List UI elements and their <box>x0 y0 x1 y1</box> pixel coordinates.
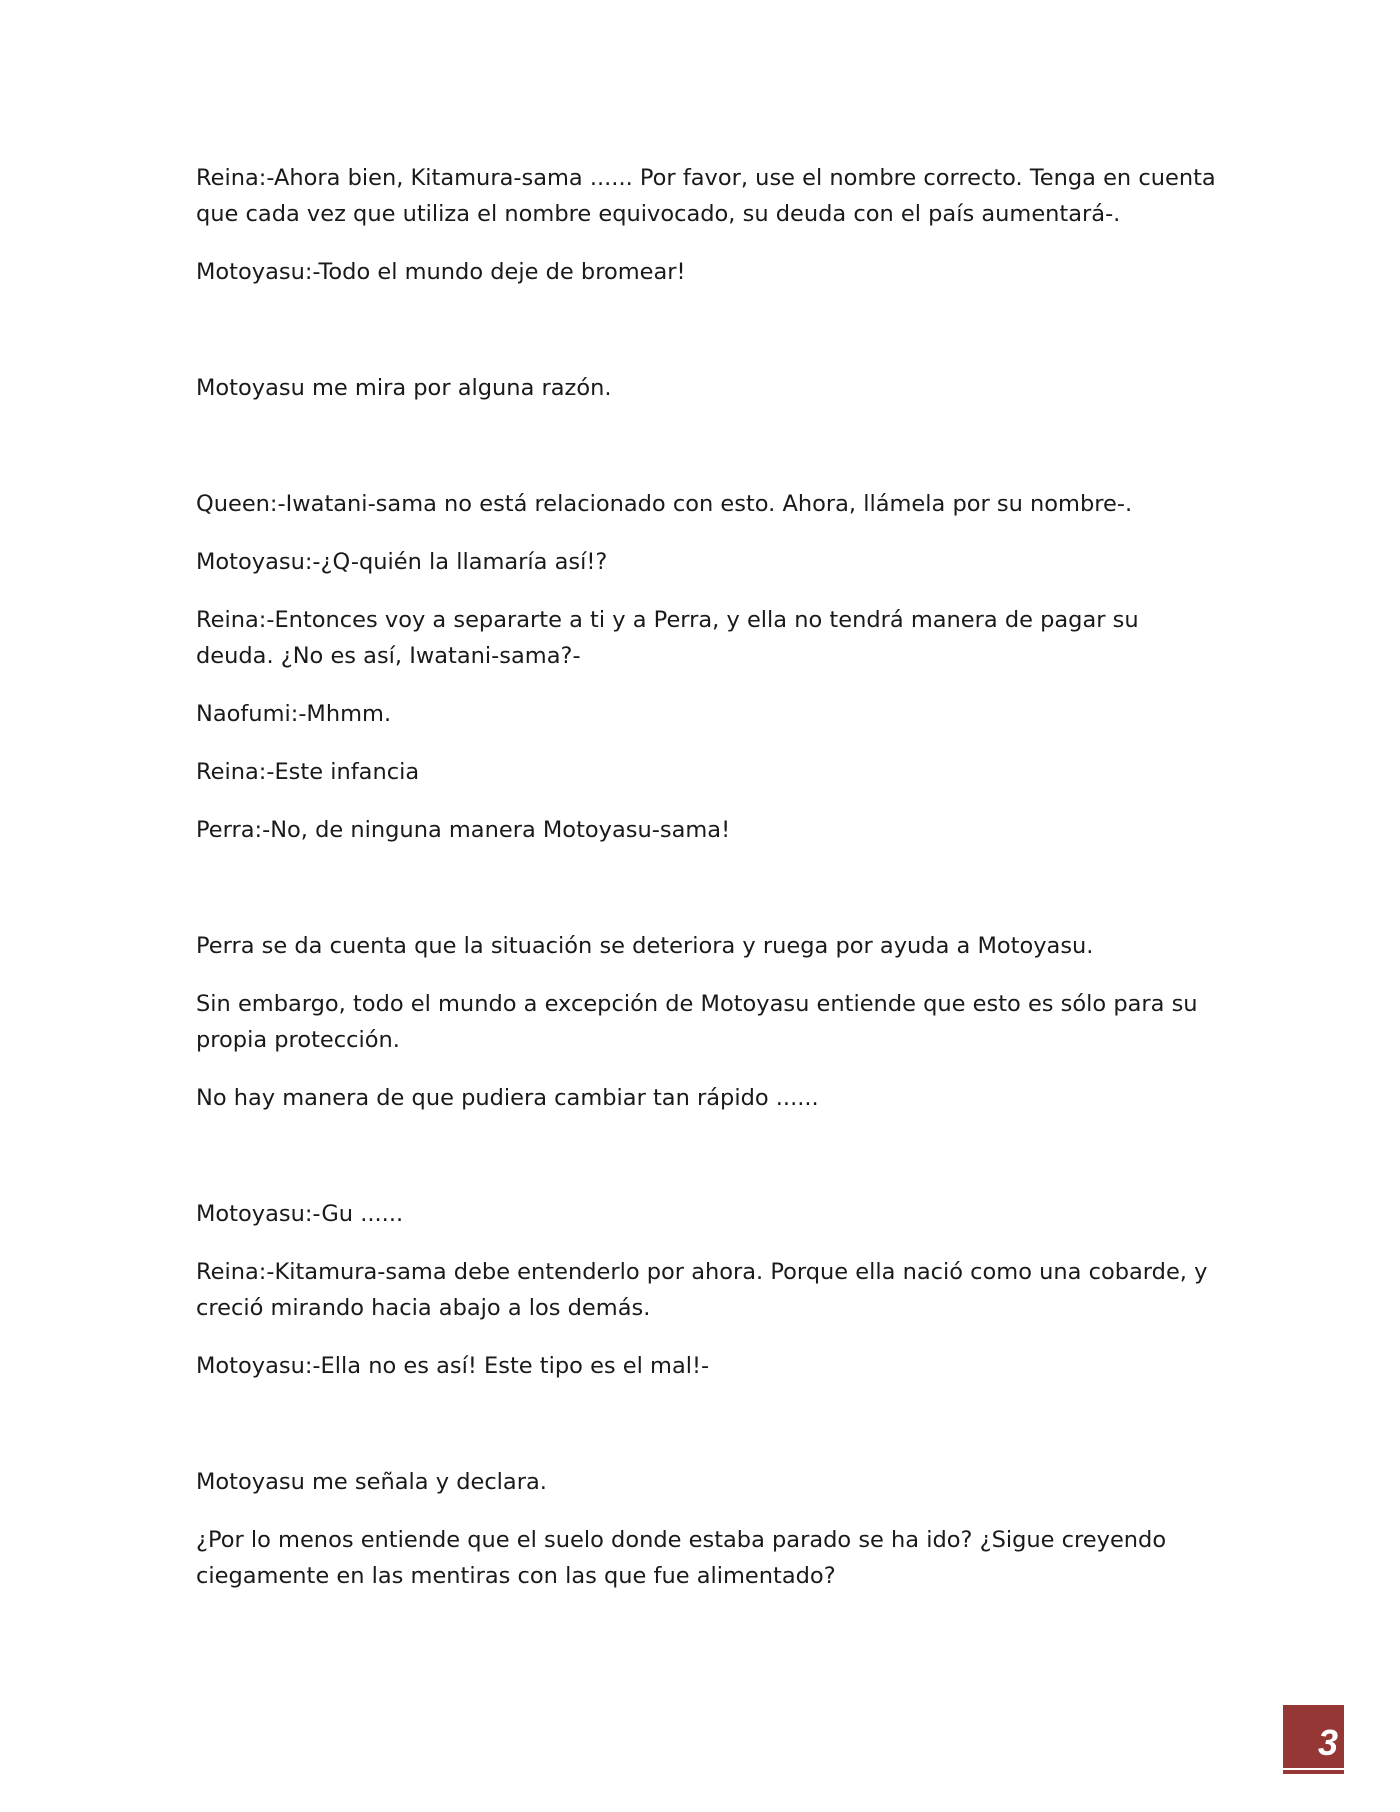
paragraph: Reina:-Este infancia <box>196 759 420 785</box>
paragraph: Motoyasu:-Gu ...... <box>196 1201 404 1227</box>
paragraph: Perra se da cuenta que la situación se deteriora y ruega por ayuda a Motoyasu. <box>196 933 1094 959</box>
paragraph: Perra:-No, de ninguna manera Motoyasu-sama! <box>196 817 731 843</box>
paragraph: Naofumi:-Mhmm. <box>196 701 392 727</box>
page-number: 3 <box>1317 1722 1338 1763</box>
page-number-underline <box>1283 1770 1344 1774</box>
document-body <box>196 160 1216 1594</box>
paragraph: Motoyasu me mira por alguna razón. <box>196 375 612 401</box>
paragraph: Reina:-Entonces voy a separarte a ti y a Perra, y ella no tendrá manera de pagar su deuda. ¿No es así, Iwatani-sama?- <box>196 607 1139 669</box>
paragraph: Motoyasu:-¿Q-quién la llamaría así!? <box>196 549 608 575</box>
paragraph: Reina:-Ahora bien, Kitamura-sama ...... Por favor, use el nombre correcto. Tenga en cuenta que cada vez que utiliza el nombre equivocado, su deuda con el país aumentará-. <box>196 165 1216 227</box>
paragraph: Sin embargo, todo el mundo a excepción de Motoyasu entiende que esto es sólo para su propia protección. <box>196 991 1198 1053</box>
paragraph: Motoyasu:-Todo el mundo deje de bromear! <box>196 259 686 285</box>
paragraph: Motoyasu:-Ella no es así! Este tipo es el mal!- <box>196 1353 710 1379</box>
paragraph: No hay manera de que pudiera cambiar tan rápido ...... <box>196 1085 819 1111</box>
paragraph: Motoyasu me señala y declara. <box>196 1469 547 1495</box>
paragraph: Reina:-Kitamura-sama debe entenderlo por ahora. Porque ella nació como una cobarde, y creció mirando hacia abajo a los demás. <box>196 1259 1208 1321</box>
paragraph: ¿Por lo menos entiende que el suelo donde estaba parado se ha ido? ¿Sigue creyendo ciegamente en las mentiras con las que fue alimentado? <box>196 1527 1167 1589</box>
paragraph: Queen:-Iwatani-sama no está relacionado con esto. Ahora, llámela por su nombre-. <box>196 491 1133 517</box>
